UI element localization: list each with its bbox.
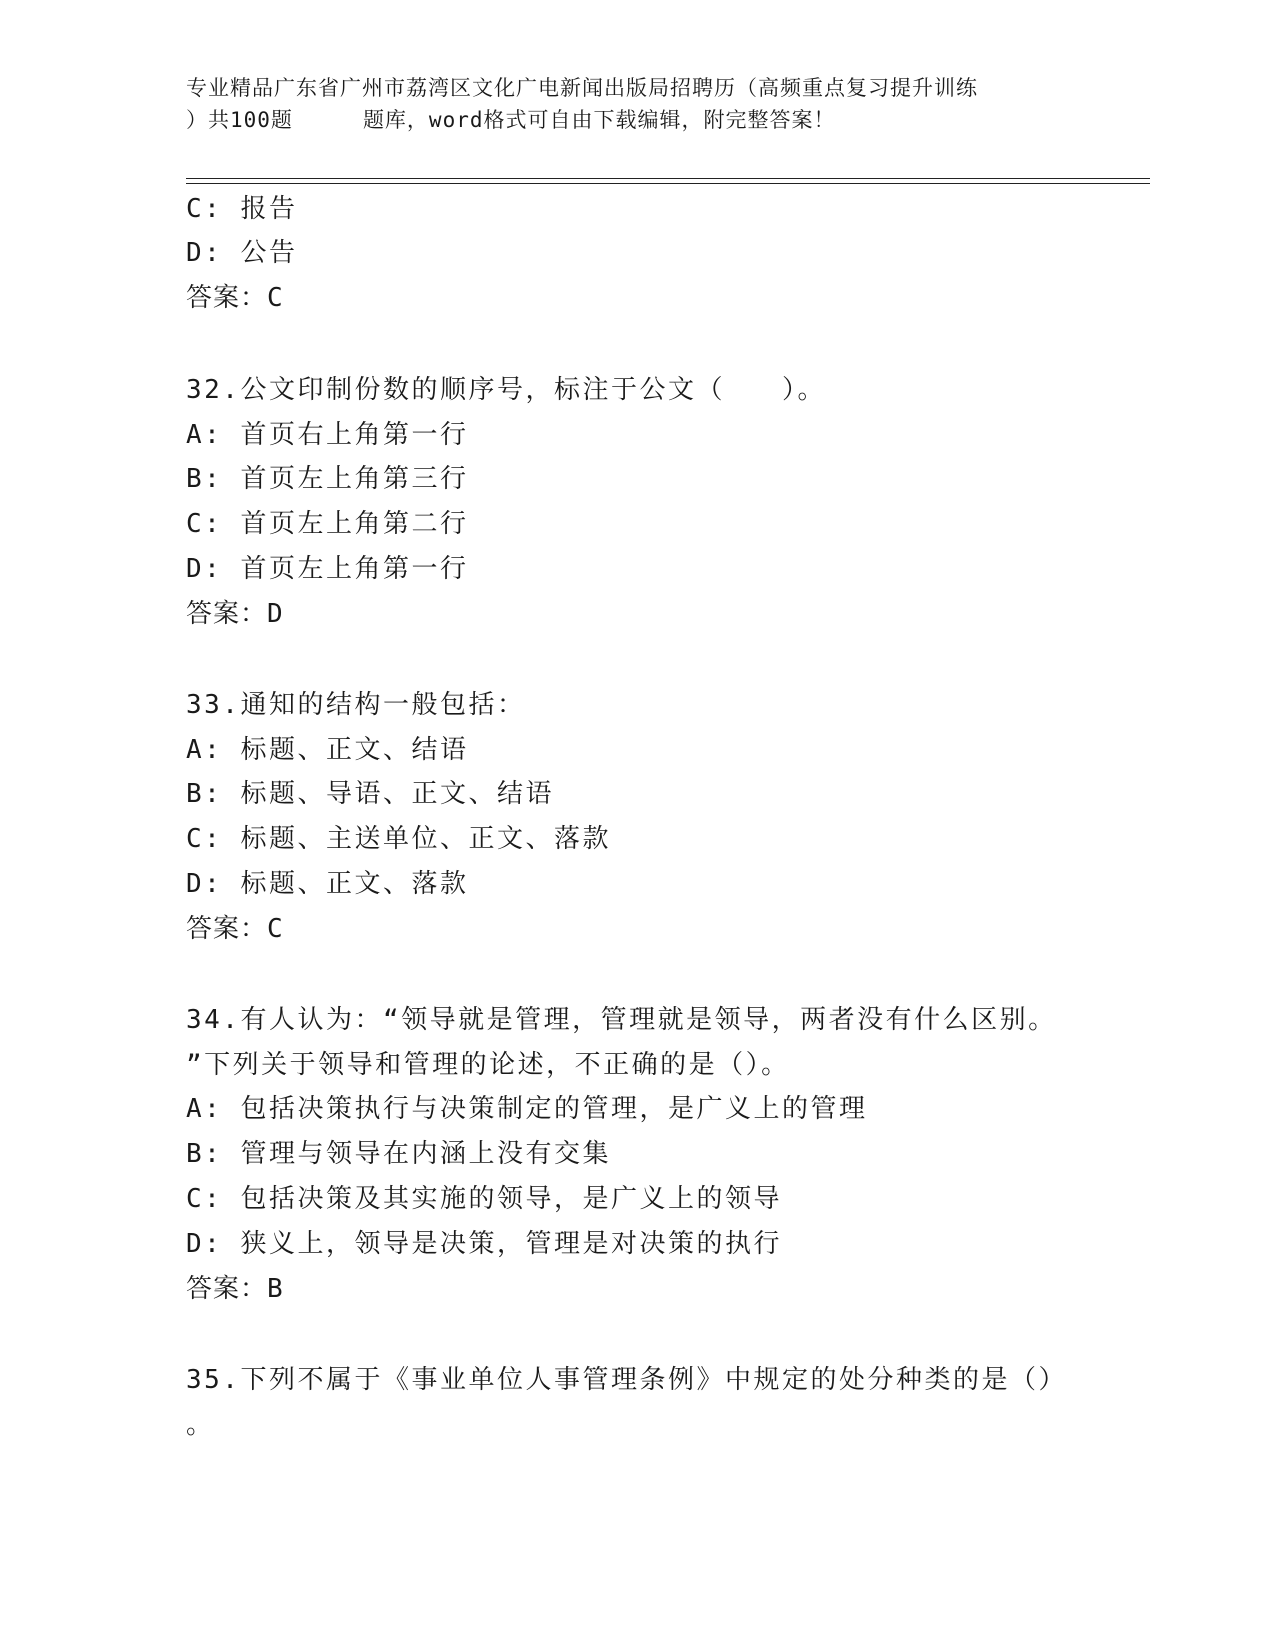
q35-stem-line-1: 35.下列不属于《事业单位人事管理条例》中规定的处分种类的是（） [186, 1365, 1067, 1395]
q31-option-c: C: 报告 [186, 194, 298, 224]
q32-option-a: A: 首页右上角第一行 [186, 420, 469, 450]
q34-answer: 答案：B [186, 1274, 284, 1304]
q33-option-c: C: 标题、主送单位、正文、落款 [186, 824, 611, 854]
header-line-1: 专业精品广东省广州市荔湾区文化广电新闻出版局招聘历（高频重点复习提升训练 [186, 76, 978, 100]
header-line-2-part-2: 题库，word格式可自由下载编辑，附完整答案！ [362, 108, 836, 132]
q33-option-a: A: 标题、正文、结语 [186, 735, 469, 765]
q34-option-d: D: 狭义上，领导是决策，管理是对决策的执行 [186, 1229, 782, 1259]
q32-option-c: C: 首页左上角第二行 [186, 509, 469, 539]
header-divider-top [186, 178, 1150, 179]
q32-option-b: B: 首页左上角第三行 [186, 464, 469, 494]
q31-option-d: D: 公告 [186, 238, 298, 268]
header-line-2 [186, 104, 1106, 136]
q33-option-b: B: 标题、导语、正文、结语 [186, 779, 554, 809]
q33-answer: 答案：C [186, 914, 284, 944]
header-divider-bottom [186, 183, 1150, 184]
q33-option-d: D: 标题、正文、落款 [186, 869, 469, 899]
q32-answer: 答案：D [186, 599, 284, 629]
q34-option-c: C: 包括决策及其实施的领导，是广义上的领导 [186, 1184, 782, 1214]
q32-stem: 32.公文印制份数的顺序号，标注于公文（ ）。 [186, 375, 826, 405]
q34-option-a: A: 包括决策执行与决策制定的管理，是广义上的管理 [186, 1094, 868, 1124]
header-line-2-part-1: ）共100题 [186, 108, 293, 132]
q34-stem-line-2: ”下列关于领导和管理的论述，不正确的是（）。 [186, 1050, 790, 1080]
q32-option-d: D: 首页左上角第一行 [186, 554, 469, 584]
document-header [186, 72, 1106, 136]
q35-stem-line-2: 。 [186, 1410, 215, 1440]
q34-stem-line-1: 34.有人认为：“领导就是管理，管理就是领导，两者没有什么区别。 [186, 1005, 1057, 1035]
q31-answer: 答案：C [186, 283, 284, 313]
q33-stem: 33.通知的结构一般包括： [186, 690, 526, 720]
q34-option-b: B: 管理与领导在内涵上没有交集 [186, 1139, 611, 1169]
